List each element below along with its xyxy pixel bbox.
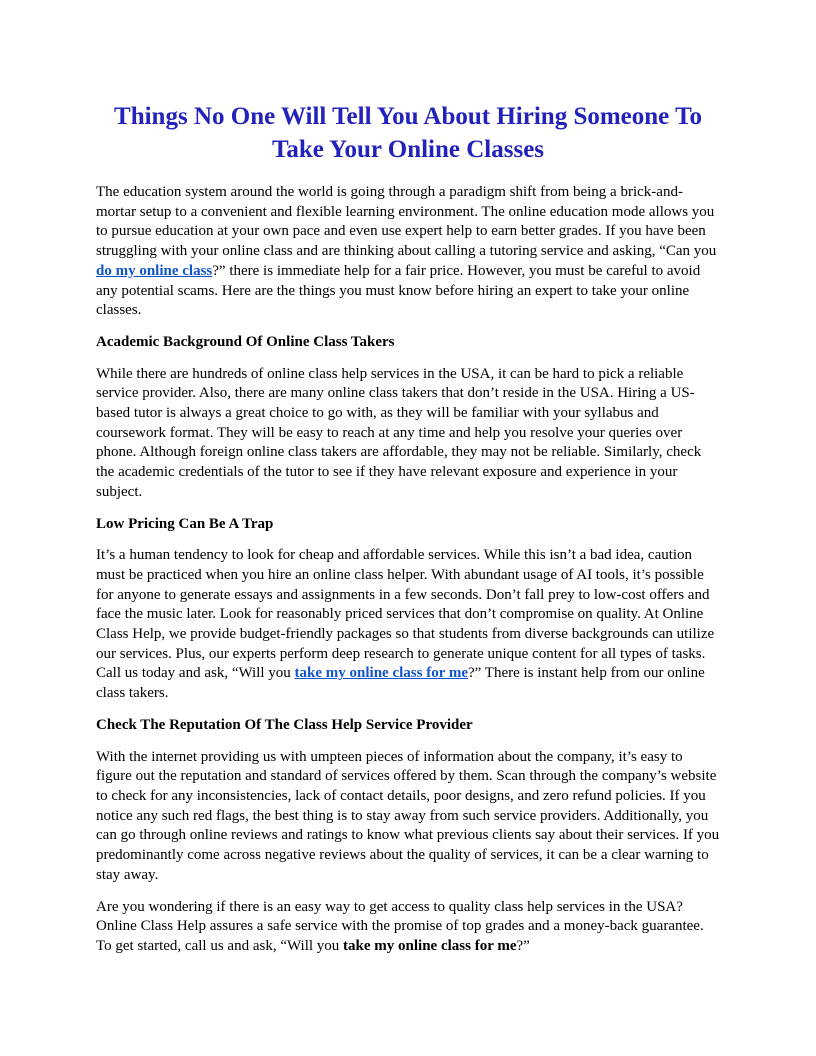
text-run: The education system around the world is going through a paradigm shift from being a brick-and-mortar setup to a convenient and flexible learning environment. The online education mode allows you to pursue education at your own pace and even use expert help to earn better grades. If you have been struggling with your online class and are thinking about calling a tutoring service and asking, “Can you: [96, 184, 717, 260]
document-title: Things No One Will Tell You About Hiring Someone To Take Your Online Classes: [114, 103, 702, 163]
academic-background-paragraph: [96, 365, 720, 503]
text-run: Are you wondering if there is an easy way to get access to quality class help services in the USA? Online Class Help assures a safe service with the promise of top grades and a money-back guarantee. To get started, call us and ask, “Will you: [96, 898, 704, 954]
heading-low-pricing: Low Pricing Can Be A Trap: [96, 515, 274, 532]
heading-reputation: Check The Reputation Of The Class Help Service Provider: [96, 716, 473, 733]
text-run: ?”: [516, 937, 530, 954]
text-run: ?” There is instant help from our online class takers.: [96, 665, 705, 702]
document-body: [96, 183, 720, 957]
closing-paragraph: [96, 898, 720, 957]
bold-text-run: take my online class for me: [343, 937, 517, 954]
heading-academic-background: Academic Background Of Online Class Takers: [96, 333, 395, 350]
text-run: It’s a human tendency to look for cheap and affordable services. While this isn’t a bad idea, caution must be practiced when you hire an online class helper. With abundant usage of AI tools, it’s possible for anyone to generate essays and assignments in a few seconds. Don’t fall prey to low-cost offers and face the music later. Look for reasonably priced services that don’t compromise on quality. At Online Class Help, we provide budget-friendly packages so that students from diverse backgrounds can utilize our services. Plus, our experts perform deep research to generate unique content for all types of tasks. Call us today and ask, “Will you: [96, 547, 715, 682]
text-run: ?” there is immediate help for a fair price. However, you must be careful to avoid any potential scams. Here are the things you must know before hiring an expert to take your online classes.: [96, 262, 701, 319]
intro-paragraph: [96, 183, 720, 321]
text-run: While there are hundreds of online class help services in the USA, it can be hard to pick a reliable service provider. Also, there are many online class takers that don’t reside in the USA. Hiring a US-based tutor is always a great choice to go with, as they will be familiar with your syllabus and coursework format. They will be easy to reach at any time and help you resolve your queries over phone. Although foreign online class takers are affordable, they may not be reliable. Similarly, check the academic credentials of the tutor to see if they have relevant exposure and experience in your subject.: [96, 365, 702, 500]
do-my-online-class-link[interactable]: do my online class: [96, 262, 213, 279]
low-pricing-paragraph: [96, 546, 720, 704]
take-my-online-class-link[interactable]: take my online class for me: [294, 665, 468, 682]
text-run: With the internet providing us with umpteen pieces of information about the company, it’s easy to figure out the reputation and standard of services offered by them. Scan through the company’s website to check for any inconsistencies, lack of contact details, poor designs, and zero refund policies. If you notice any such red flags, the best thing is to stay away from such service providers. Additionally, you can go through online reviews and ratings to know what previous clients say about their services. If you predominantly come across negative reviews about the quality of services, it can be a clear warning to stay away.: [96, 748, 720, 883]
reputation-paragraph: [96, 748, 720, 886]
